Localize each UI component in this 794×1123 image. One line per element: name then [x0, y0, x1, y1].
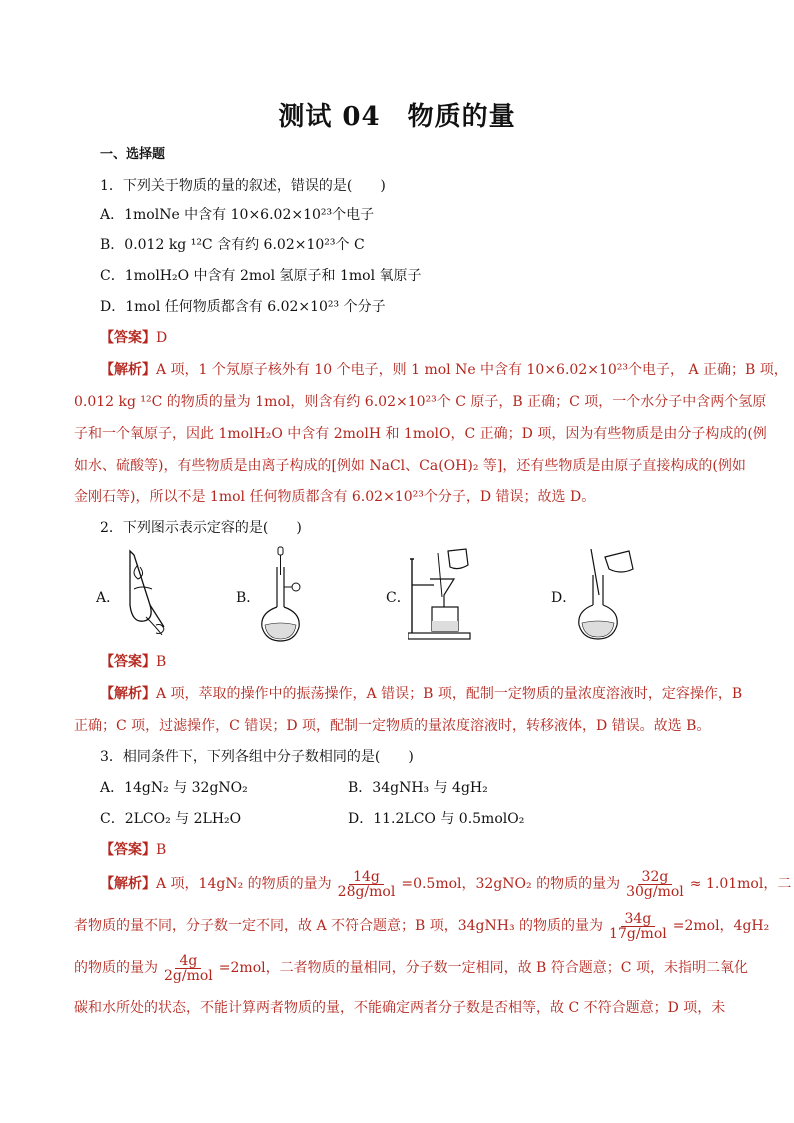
page-title: 测试 04 物质的量	[278, 102, 516, 132]
explanation-text: A 项，14gN₂ 的物质的量为	[156, 876, 332, 892]
explanation-text: A 项，萃取的操作中的振荡操作，A 错误；B 项，配制一定物质的量浓度溶液时，定容操作，B	[156, 686, 743, 702]
q1-explanation-line: 如水、硫酸等)，有些物质是由离子构成的[例如 NaCl、Ca(OH)₂ 等]，还有些物质是由原子直接构成的(例如	[74, 458, 746, 474]
q3-explanation-line: 的物质的量为 $\frac{4g}{\text{2g/mol}}$ =2mol，二者物质的量相同，分子数一定相同，故 B 符合题意；C 项，未指明二氧化	[74, 952, 748, 984]
q1-explanation-line: 0.012 kg ¹²C 的物质的量为 1mol，则含有约 6.02×10²³个 C 原子，B 正确；C 项，一个水分子中含两个氢原	[74, 394, 767, 410]
answer-tag: 【答案】	[100, 330, 156, 346]
q3-explanation-line: 者物质的量不同，分子数一定不同，故 A 不符合题意；B 项，34gNH₃ 的物质的量为 $\frac{34g}{\text{17g/mol}}$ =2mol，4gH₂	[74, 910, 770, 942]
answer-value: B	[156, 654, 167, 670]
fraction: $\frac{4g}{\text{2g/mol}}$	[164, 952, 213, 984]
section-heading: 一、选择题	[100, 147, 166, 162]
volumetric-flask-dropper-icon	[256, 545, 316, 643]
liquid-transfer-icon	[573, 545, 643, 641]
q1-answer	[100, 328, 740, 348]
q1-explanation-line: 子和一个氧原子，因此 1molH₂O 中含有 2molH 和 1molO，C 正确；D 项，因为有些物质是由分子构成的(例	[74, 426, 767, 442]
answer-tag: 【答案】	[100, 842, 156, 858]
answer-tag: 【答案】	[100, 654, 156, 670]
q1-option-b: B．0.012 kg ¹²C 含有约 6.02×10²³个 C	[100, 237, 365, 253]
q3-option-b: B．34gNH₃ 与 4gH₂	[348, 780, 488, 796]
q3-explanation-line: 【解析】A 项，14gN₂ 的物质的量为 $\frac{14g}{\text{28g/mol}}$ =0.5mol，32gNO₂ 的物质的量为 $\frac{32g}{\text{30g/mol}}$ ≈ 1.01mol，二	[100, 868, 792, 900]
q3-explanation-line: 碳和水所处的状态，不能计算两者物质的量，不能确定两者分子数是否相等，故 C 不符合题意；D 项，未	[74, 1000, 726, 1016]
fraction: $\frac{14g}{\text{28g/mol}}$	[337, 868, 396, 900]
q2-option-label: D．	[551, 590, 577, 606]
q2-figure-b	[236, 545, 376, 645]
q1-option-c: C．1molH₂O 中含有 2mol 氢原子和 1mol 氧原子	[100, 268, 422, 284]
q3-stem: 3．相同条件下，下列各组中分子数相同的是( )	[100, 749, 414, 765]
q3-option-d: D．11.2LCO 与 0.5molO₂	[348, 811, 525, 827]
explanation-tag: 【解析】	[100, 362, 156, 378]
q2-figure-c	[386, 545, 546, 645]
explanation-tag: 【解析】	[100, 876, 156, 892]
fraction: $\frac{32g}{\text{30g/mol}}$	[626, 868, 684, 900]
q2-figure-row	[96, 545, 756, 645]
q3-option-c: C．2LCO₂ 与 2LH₂O	[100, 811, 242, 827]
q2-stem: 2．下列图示表示定容的是( )	[100, 520, 302, 536]
filtration-apparatus-icon	[408, 545, 478, 641]
answer-value: B	[156, 842, 167, 858]
q2-option-label: A．	[96, 590, 121, 606]
q1-explanation-line	[100, 360, 788, 380]
q2-option-label: B．	[236, 590, 261, 606]
fraction: $\frac{34g}{\text{17g/mol}}$	[609, 910, 667, 942]
q3-answer	[100, 840, 740, 860]
explanation-tag: 【解析】	[100, 686, 156, 702]
q1-option-d: D．1mol 任何物质都含有 6.02×10²³ 个分子	[100, 299, 386, 315]
q1-option-a: A．1molNe 中含有 10×6.02×10²³个电子	[100, 207, 375, 223]
q2-figure-d	[551, 545, 711, 645]
separatory-funnel-icon	[120, 545, 180, 637]
answer-value: D	[156, 330, 168, 346]
explanation-text: A 项，1 个氖原子核外有 10 个电子，则 1 mol Ne 中含有 10×6.02×10²³个电子， A 正确；B 项，	[156, 362, 788, 378]
q2-option-label: C．	[386, 590, 411, 606]
q3-option-a: A．14gN₂ 与 32gNO₂	[100, 780, 248, 796]
q2-answer	[100, 652, 740, 672]
q2-figure-a	[96, 545, 236, 645]
q1-explanation-line: 金刚石等)，所以不是 1mol 任何物质都含有 6.02×10²³个分子，D 错误；故选 D。	[74, 489, 596, 505]
q2-explanation-line	[100, 684, 743, 704]
q1-stem: 1．下列关于物质的量的叙述，错误的是( )	[100, 178, 386, 194]
q2-explanation-line: 正确；C 项，过滤操作，C 错误；D 项，配制一定物质的量浓度溶液时，转移液体，D 错误。故选 B。	[74, 718, 711, 734]
